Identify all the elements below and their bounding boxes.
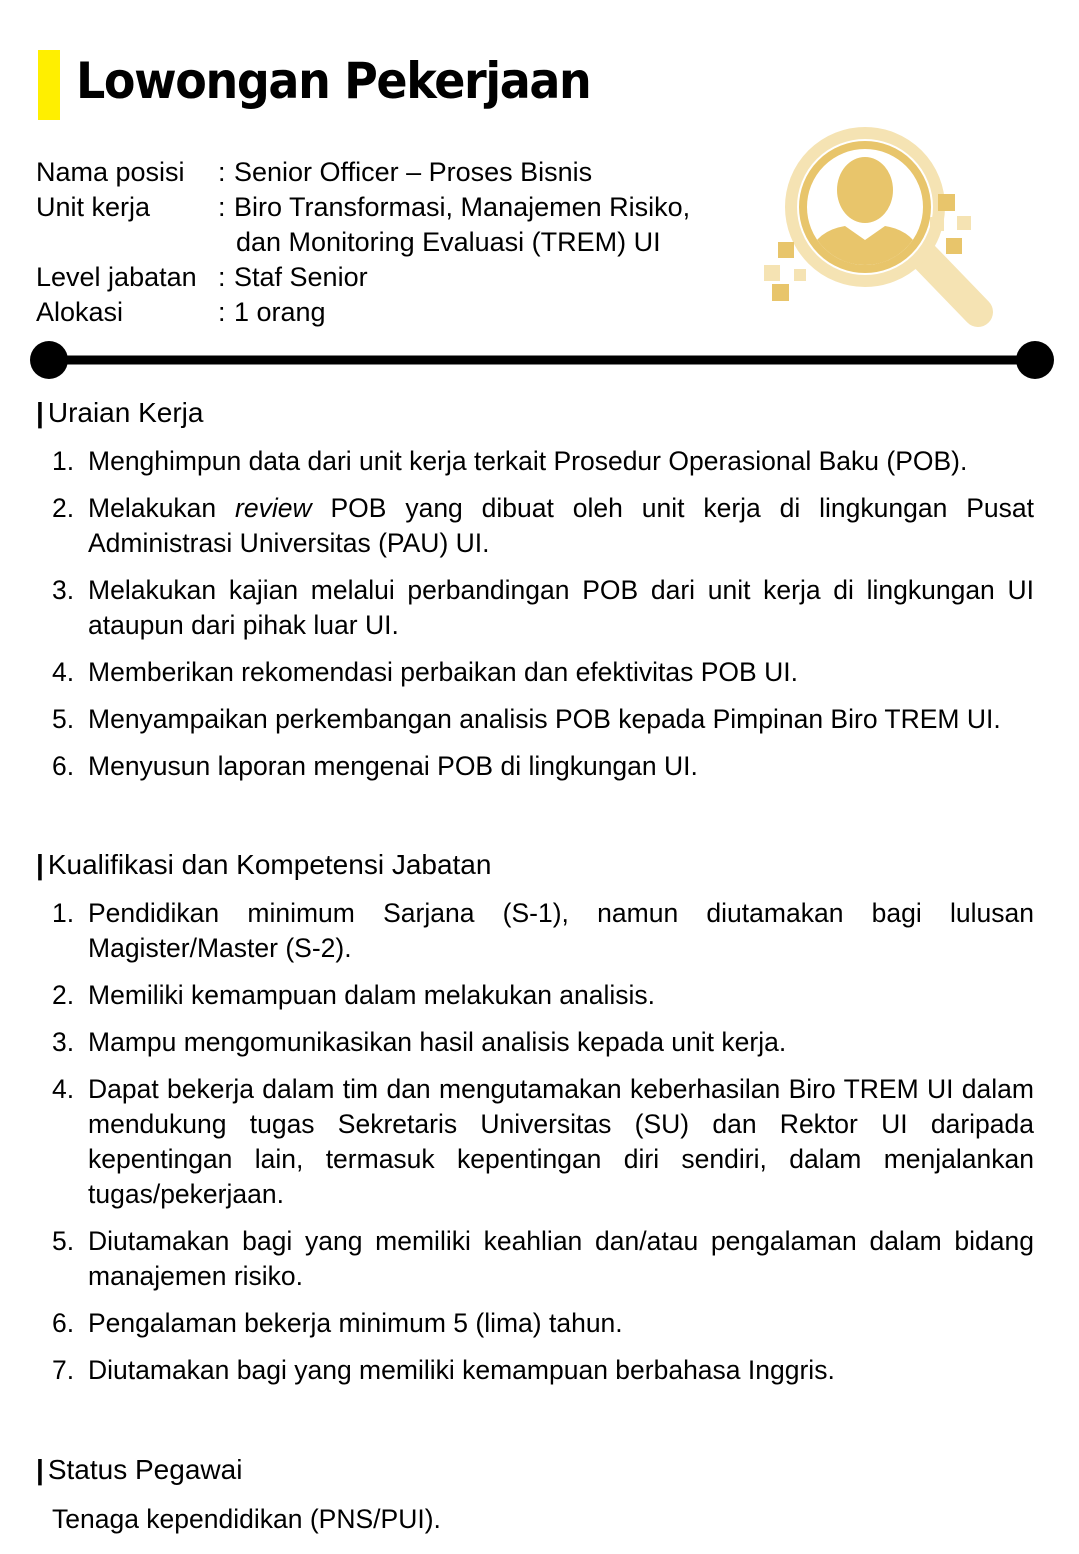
- kualifikasi-list: [0, 896, 1034, 1400]
- item-text: Diutamakan bagi yang memiliki kemampuan berbahasa Inggris.: [88, 1355, 835, 1385]
- list-number: 4.: [52, 1074, 75, 1104]
- heading-text: Uraian Kerja: [47, 397, 204, 428]
- list-item: [0, 1224, 1034, 1294]
- item-text: POB yang dibuat oleh unit kerja di lingkungan Pusat Administrasi Universitas (PAU) UI.: [88, 493, 1034, 558]
- list-number: 2.: [52, 493, 75, 523]
- section-heading-kualifikasi: [36, 847, 491, 883]
- list-item: [0, 749, 1034, 784]
- list-number: 6.: [52, 751, 75, 781]
- info-separator: :: [218, 192, 226, 222]
- job-info: [36, 155, 734, 330]
- list-item: [0, 896, 1034, 966]
- info-value: Staf Senior: [234, 262, 368, 292]
- info-separator: :: [218, 157, 226, 187]
- heading-text: Kualifikasi dan Kompetensi Jabatan: [47, 849, 492, 880]
- item-text: Mampu mengomunikasikan hasil analisis kepada unit kerja.: [88, 1027, 787, 1057]
- info-row-allocation: [36, 295, 734, 330]
- page-title: Lowongan Pekerjaan: [76, 52, 591, 110]
- search-person-icon: [760, 122, 1000, 337]
- heading-bar: |: [36, 397, 44, 428]
- info-value: Senior Officer – Proses Bisnis: [234, 157, 593, 187]
- list-item: [0, 573, 1034, 643]
- item-text: Memberikan rekomendasi perbaikan dan efektivitas POB UI.: [88, 657, 798, 687]
- info-label: Alokasi: [36, 297, 124, 327]
- list-number: 7.: [52, 1355, 75, 1385]
- list-item: [0, 491, 1034, 561]
- section-heading-uraian: [36, 395, 203, 431]
- list-item: [0, 702, 1034, 737]
- info-row-level: [36, 260, 734, 295]
- list-number: 5.: [52, 1226, 75, 1256]
- list-item: [0, 444, 1034, 479]
- item-text: Melakukan kajian melalui perbandingan POB dari unit kerja di lingkungan UI ataupun dari pihak luar UI.: [88, 575, 1034, 640]
- item-text: Dapat bekerja dalam tim dan mengutamakan keberhasilan Biro TREM UI dalam mendukung tugas Sekretaris Universitas (SU) dan Rektor UI daripada kepentingan lain, termasuk kepentingan diri sendiri, dalam menjalankan tugas/pekerjaan.: [88, 1074, 1034, 1209]
- info-label: Level jabatan: [36, 262, 197, 292]
- status-text: Tenaga kependidikan (PNS/PUI).: [52, 1504, 441, 1534]
- item-emphasis: review: [235, 493, 312, 523]
- heading-bar: |: [36, 849, 44, 880]
- list-number: 1.: [52, 446, 75, 476]
- item-text: Menghimpun data dari unit kerja terkait Prosedur Operasional Baku (POB).: [88, 446, 968, 476]
- info-separator: :: [218, 297, 226, 327]
- info-row-unit: [36, 190, 734, 225]
- info-label: Unit kerja: [36, 192, 151, 222]
- item-text: Memiliki kemampuan dalam melakukan analisis.: [88, 980, 656, 1010]
- list-number: 3.: [52, 1027, 75, 1057]
- section-divider: [28, 338, 1056, 382]
- heading-bar: |: [36, 1454, 44, 1485]
- info-separator: :: [218, 262, 226, 292]
- item-text: Melakukan: [88, 493, 236, 523]
- list-number: 4.: [52, 657, 75, 687]
- list-number: 6.: [52, 1308, 75, 1338]
- info-value-continuation: dan Monitoring Evaluasi (TREM) UI: [236, 227, 661, 257]
- list-item: [0, 1353, 1034, 1388]
- info-row-position: [36, 155, 734, 190]
- title-accent-bar: [38, 50, 60, 120]
- item-text: Pendidikan minimum Sarjana (S-1), namun diutamakan bagi lulusan Magister/Master (S-2).: [88, 898, 1034, 963]
- list-number: 1.: [52, 898, 75, 928]
- list-item: [0, 1025, 1034, 1060]
- list-number: 2.: [52, 980, 75, 1010]
- list-number: 5.: [52, 704, 75, 734]
- item-text: Menyusun laporan mengenai POB di lingkungan UI.: [88, 751, 698, 781]
- list-item: [0, 1306, 1034, 1341]
- uraian-list: [0, 444, 1034, 796]
- info-value: Biro Transformasi, Manajemen Risiko,: [234, 192, 691, 222]
- item-text: Menyampaikan perkembangan analisis POB kepada Pimpinan Biro TREM UI.: [88, 704, 1001, 734]
- list-item: [0, 655, 1034, 690]
- info-value: 1 orang: [234, 297, 326, 327]
- list-number: 3.: [52, 575, 75, 605]
- section-heading-status: [36, 1452, 242, 1488]
- list-item: [0, 1072, 1034, 1212]
- item-text: Diutamakan bagi yang memiliki keahlian dan/atau pengalaman dalam bidang manajemen risiko.: [88, 1226, 1034, 1291]
- item-text: Pengalaman bekerja minimum 5 (lima) tahun.: [88, 1308, 623, 1338]
- info-label: Nama posisi: [36, 157, 185, 187]
- heading-text: Status Pegawai: [47, 1454, 243, 1485]
- list-item: [0, 978, 1034, 1013]
